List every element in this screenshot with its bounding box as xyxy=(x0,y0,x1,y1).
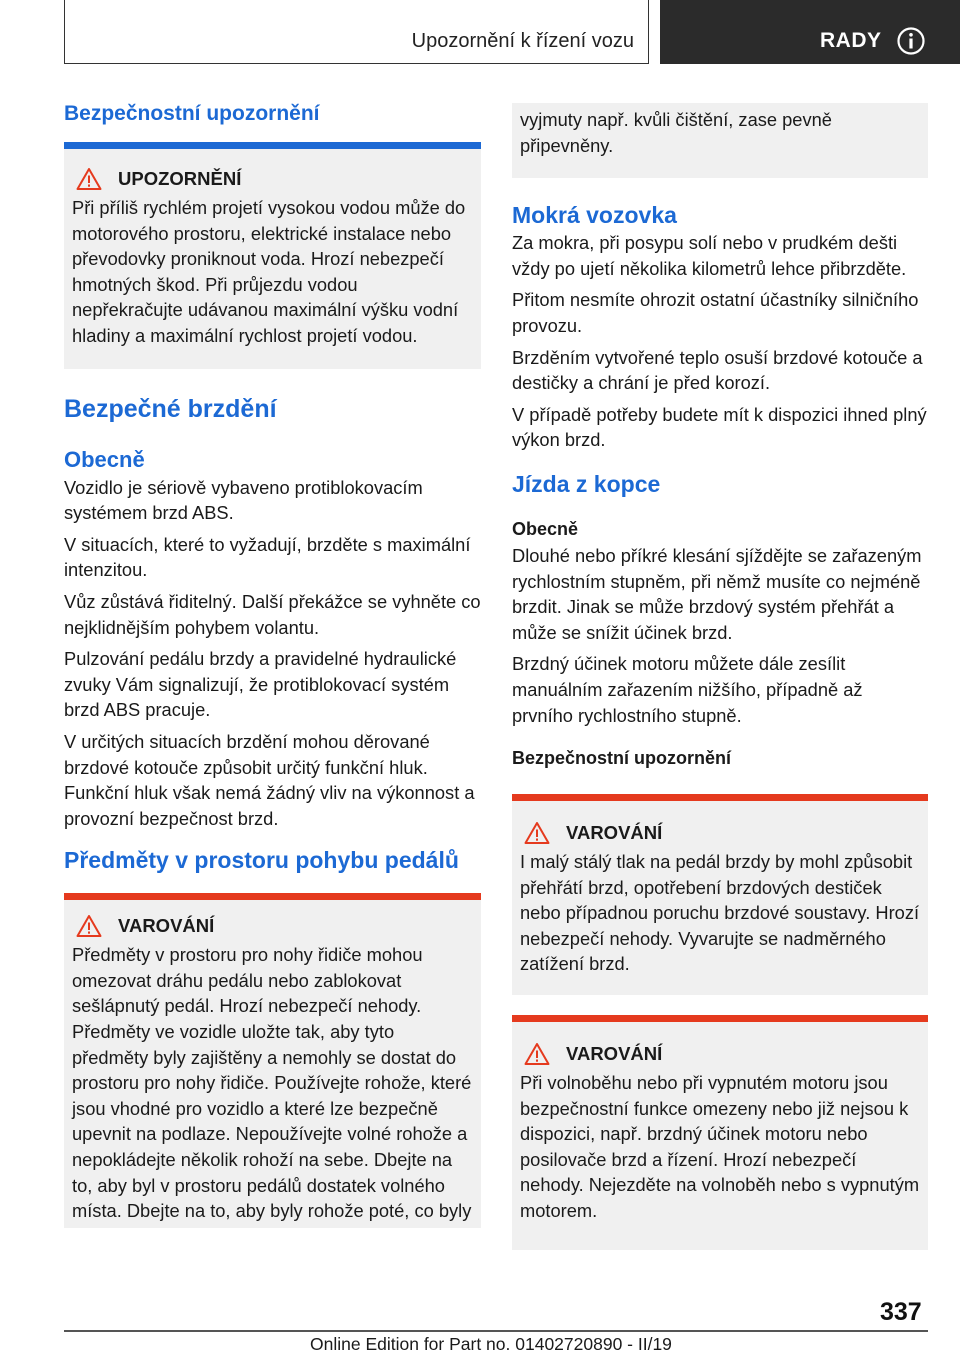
warning-triangle-icon xyxy=(76,167,102,191)
paragraph: Vůz zůstává řiditelný. Další překážce se vyhněte co nejklidnějším pohybem volantu. xyxy=(64,590,481,638)
heading-objects-pedal: Předměty v prostoru pohybu pedálů xyxy=(64,847,459,874)
warning-text: Při volnoběhu nebo při vypnutém motoru jsou bezpečnostní funkce omezeny nebo již nejsou k dispozici, např. brzdný účinek motoru nebo posilovače brzd a řízení. Hrozí nebezpečí nehody. Nejezděte na volnoběh nebo s vypnutým motorem. xyxy=(520,1072,920,1222)
warning-title: VAROVÁNÍ xyxy=(72,914,473,938)
paragraph: Za mokra, při posypu solí nebo v prudkém dešti vždy po ujetí několika kilometrů lehce přibrzděte. xyxy=(512,232,907,279)
header-section-title: Upozornění k řízení vozu xyxy=(411,30,634,52)
warning-triangle-icon xyxy=(76,914,102,938)
paragraph: Pulzování pedálu brzdy a pravidelné hydraulické zvuky Vám signalizují, že protiblokovací systém brzd ABS pracuje. xyxy=(64,648,457,721)
heading-general: Obecně xyxy=(64,446,145,472)
footer-edition: Online Edition for Part no. 01402720890 - II/19 xyxy=(310,1334,672,1354)
warning-continuation-text: vyjmuty např. kvůli čištění, zase pevně připevněny. xyxy=(520,109,832,156)
paragraph: Brzděním vytvořené teplo osuší brzdové kotouče a destičky a chrání je před korozí. xyxy=(512,346,923,394)
heading-safety-downhill: Bezpečnostní upozornění xyxy=(512,748,732,769)
paragraph: Brzdný účinek motoru můžete dále zesílit manuálním zařazením nižšího, případně až prvního rychlostního stupně. xyxy=(512,653,863,726)
footer-divider xyxy=(64,1330,928,1332)
warning-bar xyxy=(512,794,928,801)
paragraph: V případě potřeby budete mít k dispozici ihned plný výkon brzd. xyxy=(512,403,927,451)
notice-box xyxy=(64,149,481,369)
warning-box xyxy=(512,1022,928,1250)
warning-title: VAROVÁNÍ xyxy=(520,1042,920,1066)
paragraph: V určitých situacích brzdění mohou děrované brzdové kotouče způsobit určitý funkční hluk. Funkční hluk však nemá žádný vliv na výkonnost a provozní bezpečnost brzd. xyxy=(64,730,475,829)
paragraph: Vozidlo je sériově vybaveno protiblokovacím systémem brzd ABS. xyxy=(64,476,423,524)
notice-title: UPOZORNĚNÍ xyxy=(72,167,473,191)
info-circle-icon xyxy=(896,26,926,56)
warning-bar xyxy=(512,1015,928,1022)
notice-bar xyxy=(64,142,481,149)
warning-text: I malý stálý tlak na pedál brzdy by mohl způsobit přehřátí brzd, opotřebení brzdových destiček nebo případnou poruchu brzdové soustavy. Hrozí nebezpečí nehody. Vyvarujte se nadměrného zatížení brzd. xyxy=(520,851,920,975)
heading-general-downhill: Obecně xyxy=(512,518,579,539)
warning-triangle-icon xyxy=(524,821,550,845)
left-column xyxy=(64,100,481,1228)
warning-continuation-box xyxy=(512,103,928,178)
paragraph: Dlouhé nebo příkré klesání sjíždějte se zařazeným rychlostním stupněm, při němž musíte co nejméně brzdit. Jinak se může brzdový systém přehřát a může se snížit účinek brzd. xyxy=(512,544,922,643)
header-chapter-box xyxy=(660,0,960,64)
paragraph: Přitom nesmíte ohrozit ostatní účastníky silničního provozu. xyxy=(512,289,919,336)
paragraph: V situacích, které to vyžadují, brzděte s maximální intenzitou. xyxy=(64,533,471,581)
page-number: 337 xyxy=(880,1298,922,1326)
right-column xyxy=(512,103,928,1250)
header-chapter-label: RADY xyxy=(820,29,882,52)
warning-title: VAROVÁNÍ xyxy=(520,821,920,845)
header-section-box xyxy=(64,0,649,64)
warning-text: Předměty v prostoru pro nohy řidiče mohou omezovat dráhu pedálu nebo zablokovat sešlápnutý pedál. Hrozí nebezpečí nehody. Předměty ve vozidle uložte tak, aby tyto předměty byly zajištěny a nemohly se dostat do prostoru pro nohy řidiče. Používejte rohože, které jsou vhodné pro vozidlo a které lze bezpečně upevnit na podlaze. Nepoužívejte volné rohože a nepokládejte několik rohoží na sebe. Dbejte na to, aby byl v prostoru pedálů dostatek volného místa. Dbejte na to, aby byly rohože poté, co byly xyxy=(72,944,472,1222)
heading-safe-braking: Bezpečné brzdění xyxy=(64,394,277,423)
warning-box xyxy=(64,900,481,1228)
notice-text: Při příliš rychlém projetí vysokou vodou může do motorového prostoru, elektrické instalace nebo převodovky proniknout voda. Hrozí nebezpečí hmotných škod. Při průjezdu vodou nepřekračujte udávanou maximální výšku vodní hladiny a maximální rychlost projetí vodou. xyxy=(72,197,466,346)
warning-box xyxy=(512,801,928,995)
warning-triangle-icon xyxy=(524,1042,550,1066)
heading-wet-road: Mokrá vozovka xyxy=(512,202,677,229)
warning-bar xyxy=(64,893,481,900)
heading-downhill: Jízda z kopce xyxy=(512,470,661,497)
heading-safety: Bezpečnostní upozornění xyxy=(64,102,320,125)
